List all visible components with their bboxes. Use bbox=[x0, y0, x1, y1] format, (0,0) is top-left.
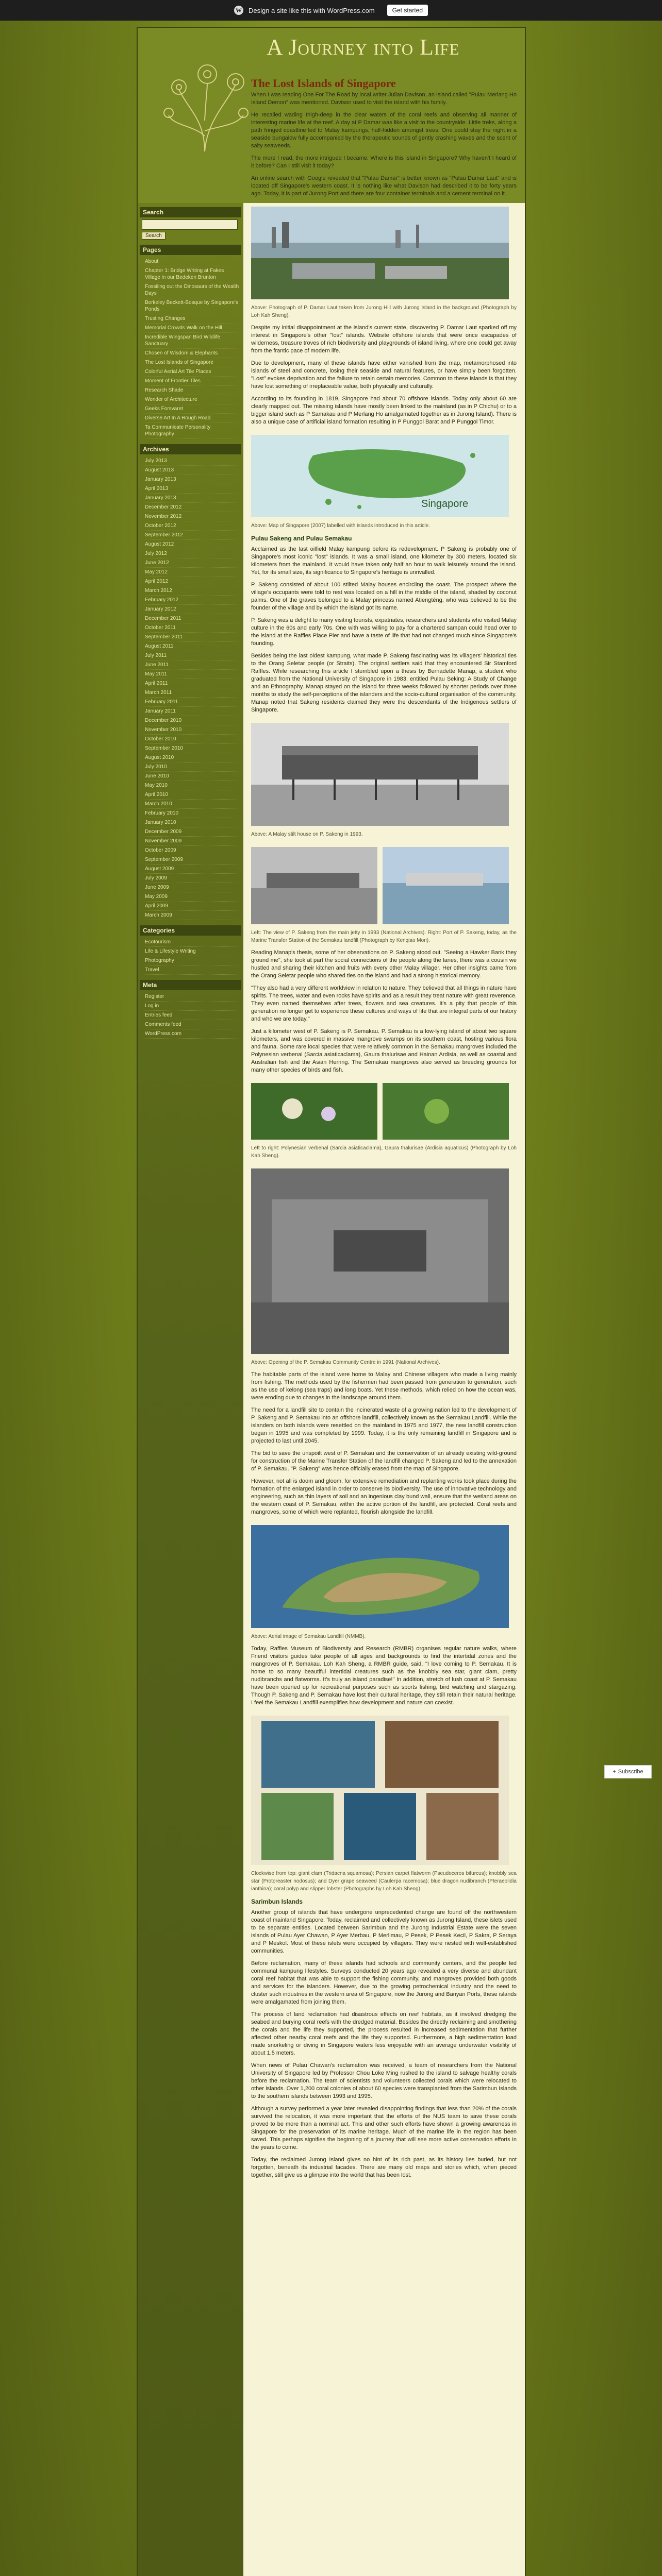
sidebar-archive-link[interactable]: March 2010 bbox=[142, 800, 239, 809]
post-paragraph: Just a kilometer west of P. Sakeng is P. Semakau. P. Semakau is a low-lying island of about two square kilometers, and was covered in massive mangrove swamps on its southern coast, hosting various flora and fauna. Some rare local species that were relatively common in the Semakau mangroves included the Polynesian verbenal (Sarcia asiaticaclama), Gaura thalurisae and Hainan Ardisia, as well as coastal and Australian fish and the Asian Herring. The Semakau mangroves also served as breeding grounds for many other species of birds and fish. bbox=[251, 1028, 517, 1073]
sidebar-archive-link[interactable]: February 2012 bbox=[142, 596, 239, 605]
post-section-a bbox=[251, 91, 517, 198]
sidebar-archive-link[interactable]: February 2010 bbox=[142, 809, 239, 818]
sidebar-archive-link[interactable]: January 2013 bbox=[142, 475, 239, 484]
page-container bbox=[137, 27, 526, 2576]
sidebar-archive-link[interactable]: April 2009 bbox=[142, 902, 239, 911]
sidebar-category-link[interactable]: Ecotourism bbox=[142, 938, 239, 947]
sidebar-page-link[interactable]: Trusting Changes bbox=[142, 314, 239, 324]
post-paragraph: Due to development, many of these islands have either vanished from the map, metamorphosed into islands of steel and concrete, losing their seaside and natural features, or have simply been forgotten. "Lost" evokes deprivation and the failure to retain certain memories. Common to these islands is that they have lost something of irreplaceable value, both physically and culturally. bbox=[251, 360, 517, 389]
post-paragraph: Today, the reclaimed Jurong Island gives no hint of its rich past, as its history lies buried, but not forgotten, beneath its industrial facades. There are many old maps and stories which, when pieced together, still give us a glimpse into the world that has been lost. bbox=[251, 2157, 517, 2178]
post-paragraph: Although a survey performed a year later revealed disappointing findings that less than 20% of the corals survived the relocation, it was more important that the efforts of the NUS team to save these corals proved to be more than a nominal act. This and other such efforts have shown a growing awareness in Singapore for the preservation of its marine heritage. Much of the marine life in the region has been saved. This perhaps signifies the beginning of a journey that will see more active conservation efforts in the years to come. bbox=[251, 2106, 517, 2150]
sidebar-archive-link[interactable]: April 2013 bbox=[142, 484, 239, 494]
sidebar-meta-link[interactable]: Log in bbox=[142, 1002, 239, 1011]
figure-caption: Above: Map of Singapore (2007) labelled with islands introduced in this article. bbox=[251, 523, 430, 529]
sidebar-page-link[interactable]: Ta Communicate Personality Photography bbox=[142, 423, 239, 439]
post-paragraph: Another group of islands that have undergone unprecedented change are found off the northwestern coast of mainland Singapore. Today, reclaimed and collectively known as Jurong Island, these islets used to be separate entities. Located between Sarimbun and the Jurong Industrial Estate were the seven islands of Pulau Ayer Chawan, P Ayer Merbau, P Merlimau, P Pesek, P Pesek Kecil, P Sakra, P Seraya and P Meskol. Most of these islets were occupied by villagers. They were nested with well-established communities. bbox=[251, 1909, 517, 1954]
sidebar-archive-link[interactable]: December 2011 bbox=[142, 614, 239, 623]
post-paragraph: He recalled wading thigh-deep in the clear waters of the coral reefs and observing all manner of interesting marine life at the reef. A day at P Damar was like a visit to the countryside. Little treks, along a path fringed coastline led to Malay kampungs, half-hidden amongst trees. One could stay the night in a seaside bungalow fully accompanied by the therapeutic sounds of gently crashing waves and the scent of salty seaweeds. bbox=[251, 112, 517, 149]
sidebar-page-link[interactable]: Chosen of Wisdom & Elephants bbox=[142, 349, 239, 358]
sidebar-archive-link[interactable]: June 2010 bbox=[142, 772, 239, 781]
floral-ornament-icon bbox=[158, 59, 251, 157]
sidebar-archive-link[interactable]: March 2012 bbox=[142, 586, 239, 596]
post-paragraph: The bid to save the unspoilt west of P. Semakau and the conservation of an already existing wild-ground for construction of the Marine Transfer Station of the landfill changed P. Sakeng and led to the annexation of P. Semakau. "P. Sakeng" was hence officially erased from the map of Singapore. bbox=[251, 1450, 517, 1472]
sidebar-archive-link[interactable]: November 2010 bbox=[142, 725, 239, 735]
post-paragraph: The more I read, the more intrigued I became. Where is this island in Singapore? Why haven't I heard of it before? Can I still visit it today? bbox=[251, 155, 517, 169]
sidebar-page-link[interactable]: The Lost Islands of Singapore bbox=[142, 358, 239, 367]
sidebar-category-link[interactable]: Travel bbox=[142, 965, 239, 975]
search-heading: Search bbox=[140, 207, 241, 217]
post-paragraph: Besides being the last oldest kampung, what made P. Sakeng fascinating was its villagers' historical ties to the Orang Seletar people (or Straits). The original settlers said that they encountered Sir Stamford Raffles. While researching this article I stumbled upon a thesis by Bernadette Manap, a student who graduated from the National University of Singapore in 1983, entitled Pulau Seking: A Study of Change and an Ethnography. Manap stayed on the island for three weeks followed by shorter periods over three months to study the self-perceptions of the islanders and the socio-cultural organisation of the community. Manap noted that Sakeng residents claimed they were the descendants of the Indigenous settlers of Singapore. bbox=[251, 653, 517, 713]
site-title[interactable]: A Journey into Life bbox=[267, 35, 460, 60]
sidebar-archive-link[interactable]: December 2012 bbox=[142, 503, 239, 512]
archives-heading: Archives bbox=[140, 444, 241, 454]
sidebar-archive-link[interactable]: January 2010 bbox=[142, 818, 239, 827]
sidebar-archive-link[interactable]: June 2011 bbox=[142, 660, 239, 670]
sidebar-archive-link[interactable]: June 2012 bbox=[142, 558, 239, 568]
categories-heading: Categories bbox=[140, 925, 241, 936]
sidebar-archive-link[interactable]: January 2011 bbox=[142, 707, 239, 716]
sidebar-archive-link[interactable]: May 2012 bbox=[142, 568, 239, 577]
sidebar-archive-link[interactable]: November 2012 bbox=[142, 512, 239, 521]
sidebar-meta-link[interactable]: WordPress.com bbox=[142, 1029, 239, 1039]
post-paragraph: Before reclamation, many of these islands had schools and community centers, and the people led communal kampung lifestyles. Surveys conducted 20 years ago revealed a very diverse and abundant coral reef habitat that was able to support the fishing community, and mangroves provided both goods and services for the islanders. However, due to the growing petrochemical industry and the need to cluster such industries in the western area of Singapore, now the Jurong and Banyan Ports, these islands were amalgamated from joining them. bbox=[251, 1960, 517, 2005]
sidebar-meta-link[interactable]: Register bbox=[142, 992, 239, 1002]
wordpress-logo-icon[interactable]: W bbox=[234, 6, 243, 15]
sidebar-archive-link[interactable]: December 2009 bbox=[142, 827, 239, 837]
sidebar-page-link[interactable]: About bbox=[142, 257, 239, 266]
sidebar-archive-link[interactable]: May 2011 bbox=[142, 670, 239, 679]
sidebar-archive-link[interactable]: July 2010 bbox=[142, 762, 239, 772]
sidebar-archive-link[interactable]: October 2011 bbox=[142, 623, 239, 633]
sidebar-meta-link[interactable]: Entries feed bbox=[142, 1011, 239, 1020]
meta-list bbox=[142, 992, 239, 1039]
sidebar-page-link[interactable]: Memorial Crowds Walk on the Hill bbox=[142, 324, 239, 333]
post-content bbox=[251, 79, 517, 2184]
sidebar-archive-link[interactable]: June 2009 bbox=[142, 883, 239, 892]
sidebar-archive-link[interactable]: August 2009 bbox=[142, 865, 239, 874]
post-paragraph: P. Sakeng was a delight to many visiting tourists, expatriates, researchers and students who visited Malay culture in the 60s and early 70s. One with was willing to pay for a chartered sampan could head over to the island at the Raffles Place Pier and have a taste of life that had not changed much since Singapore's founding. bbox=[251, 617, 517, 647]
figure-caption: Above: A Malay stilt house on P. Sakeng in 1993. bbox=[251, 832, 363, 837]
post-paragraph: When I was reading One For The Road by local writer Julian Davison, an island called "Pulau Merlang Ho Island Demon" was mentioned. Davison used to visit the island with his family. bbox=[251, 92, 517, 106]
search-widget bbox=[142, 219, 239, 240]
post-paragraph: Despite my initial disappointment at the island's current state, discovering P. Damar Laut sparked off my interest in Singapore's other "lost" islands. Website offshore islands that were once escapades of wilderness, treasure troves of rich biodiversity and playgrounds of island living, where one could get away from the frantic pace of modern life. bbox=[251, 325, 517, 354]
subheading-sakeng-semakau: Pulau Sakeng and Pulau Semakau bbox=[251, 535, 352, 542]
figure-caption: Left: The view of P. Sakeng from the main jetty in 1993 (National Archives). Right: Port of P. Sakeng, today, as the Marine Transfer Station of the Semakau landfill (Photograph by Kenqiao Mori). bbox=[251, 930, 517, 943]
sidebar-archive-link[interactable]: September 2011 bbox=[142, 633, 239, 642]
figure-caption: Above: Opening of the P. Semakau Community Centre in 1991 (National Archives). bbox=[251, 1360, 440, 1365]
post-section-c bbox=[251, 546, 517, 714]
sidebar-archive-link[interactable]: February 2011 bbox=[142, 698, 239, 707]
post-section-f bbox=[251, 1645, 517, 1707]
sidebar-archive-link[interactable]: August 2010 bbox=[142, 753, 239, 762]
photo-community-centre[interactable] bbox=[251, 1168, 509, 1354]
plus-icon: + bbox=[613, 1769, 616, 1775]
pages-heading: Pages bbox=[140, 245, 241, 255]
subscribe-label: Subscribe bbox=[618, 1769, 643, 1775]
map-label-singapore: Singapore bbox=[421, 498, 469, 510]
sidebar-archive-link[interactable]: April 2012 bbox=[142, 577, 239, 586]
post-paragraph: An online search with Google revealed that "Pulau Damar" is better known as "Pulau Damar Laut" and is located off Singapore's western coast. It is nothing like what Davison had described it to be forty years ago. Today, it is part of Jurong Port and there are four container terminals and a cement terminal on it. bbox=[251, 175, 517, 197]
sidebar-page-link[interactable]: Wonder of Architecture bbox=[142, 395, 239, 404]
search-button[interactable]: Search bbox=[142, 232, 166, 240]
photo-stilt-house[interactable] bbox=[251, 723, 509, 826]
photo-marine-collage[interactable] bbox=[251, 1716, 509, 1865]
figure-caption: Clockwise from top: giant clam (Tridacna squamosa); Persian carpet flatworm (Pseudoceros bifurcus); knobbly sea star (Protoreaster nodosus); and Dyer grape seaweed (Caulerpa racemosa); blue dragon nudibranch (Pteraeolidia ianthina); coral polyp and slipper lobster (Photographs by Loh Kah Sheng). bbox=[251, 1871, 517, 1892]
post-paragraph: "They also had a very different worldview in relation to nature. They believed that all things in nature have spirits. The trees, water and even rocks have spirits and as a result they treat nature with great reverence. They even named themselves after trees, flowers and sea creatures. It's a pity that people of this generation no longer get to experience these cultures and ways of life that are integral parts of our history and who we are today." bbox=[251, 985, 517, 1022]
sidebar-archive-link[interactable]: August 2013 bbox=[142, 466, 239, 475]
subheading-sarimbun-islands: Sarimbun Islands bbox=[251, 1898, 303, 1905]
sidebar-category-link[interactable]: Photography bbox=[142, 956, 239, 965]
photo-damar-laut[interactable] bbox=[251, 207, 509, 299]
sidebar-archive-link[interactable]: April 2010 bbox=[142, 790, 239, 800]
photo-semakau-landfill[interactable] bbox=[251, 1525, 509, 1628]
figure-caption: Above: Photograph of P. Damar Laut taken from Jurong Hill with Jurong Island in the background (Photograph by Loh Kah Sheng). bbox=[251, 305, 517, 318]
sidebar-archive-link[interactable]: May 2009 bbox=[142, 892, 239, 902]
sidebar-archive-link[interactable]: August 2012 bbox=[142, 540, 239, 549]
sidebar-archive-link[interactable]: May 2010 bbox=[142, 781, 239, 790]
post-section-d bbox=[251, 949, 517, 1074]
post-paragraph: P. Sakeng consisted of about 100 stilted Malay houses encircling the coast. The prospect where the village's occupants were told to rest was located on a hill in the middle of the island, shaded by coconut palms. One of the graves belonged to a Malay princess named Atiengténg, who was believed to be the founder of the village and by which the island got its name. bbox=[251, 582, 517, 611]
post-paragraph: Reading Manap's thesis, some of her observations on P. Sakeng stood out. "Seeing a Hawker Bank they ground me", she took at part the social connections of the people along the lanes, there was a cousin we hustled and sharing their kitchen and fruits with every other Malay villager. Her other insights came from the Orang Seletar people who shared ties on the island and had a strong historical memory. bbox=[251, 950, 517, 979]
sidebar-page-link[interactable]: Incredible Wingspan Bird Wildlife Sanctuary bbox=[142, 333, 239, 349]
sidebar-page-link[interactable]: Moment of Frontier Tiles bbox=[142, 377, 239, 386]
post-title[interactable]: The Lost Islands of Singapore bbox=[251, 77, 396, 90]
sidebar-page-link[interactable]: Geeks Forsvaret bbox=[142, 404, 239, 414]
sidebar bbox=[138, 203, 243, 2576]
subscribe-button[interactable] bbox=[604, 1765, 652, 1778]
sidebar-archive-link[interactable]: March 2009 bbox=[142, 911, 239, 920]
sidebar-archive-link[interactable]: December 2010 bbox=[142, 716, 239, 725]
sidebar-archive-link[interactable]: April 2011 bbox=[142, 679, 239, 688]
post-paragraph: When news of Pulau Chawan's reclamation was received, a team of researchers from the National University of Singapore led by Professor Chou Loke Ming rushed to the island to salvage healthy corals before the reclamation. The team of scientists and volunteers collected corals which were relocated to other islands. Over 1,200 coral colonies of about 60 species were transplanted from the Sarimbun Islands to the southern islands between 1993 and 1995. bbox=[251, 2062, 517, 2099]
post-paragraph: Today, Raffles Museum of Biodiversity and Research (RMBR) organises regular nature walks, where Friend visitors guides take people of all ages and backgrounds to find the intertidal zones and the mangroves of P. Semakau. Loh Kah Sheng, a RMBR guide, said, "I love coming to P. Semakau. It is home to so many beautiful intertidal creatures such as the knobbly sea star, giant clam, pretty nudibranchs and flatworms. It's truly an island paradise!" In addition, stretch of lush coast at P. Semakau have been opened up for recreational purposes such as sports fishing, bird watching and stargazing. Though P. Sakeng and P. Semakau have lost their cultural heritage, they still retain their natural heritage. I feel the Semakau Landfill exemplifies how development and nature can coexist. bbox=[251, 1646, 517, 1706]
sidebar-page-link[interactable]: Berkeley Beckett-Bosque by Singapore's Ponds bbox=[142, 298, 239, 314]
post-paragraph: The need for a landfill site to contain the incinerated waste of a growing nation led to the development of P. Sakeng and P. Semakau into an offshore landfill, collectively known as the Semakau Landfill. While the islanders on both islands were resettled on the mainland in 1975 and 1977, the new landfill construction began in 1995 and was completed by 1999. Today, it is the only remaining landfill in Singapore and is projected to last until 2045. bbox=[251, 1407, 517, 1444]
sidebar-archive-link[interactable]: March 2011 bbox=[142, 688, 239, 698]
wordpress-promo-bar bbox=[0, 0, 662, 21]
sidebar-archive-link[interactable]: September 2009 bbox=[142, 855, 239, 865]
post-section-g bbox=[251, 1909, 517, 2179]
sidebar-page-link[interactable]: Research Shade bbox=[142, 386, 239, 395]
post-paragraph: However, not all is doom and gloom, for extensive remediation and replanting works took place during the formation of the enlarged island in order to conserve its biodiversity. The use of innovative technology and engineering, such as thin layers of soil and an ingenious clay bund wall, ensure that the wetland areas on the western coast of P. Semakau, within the active portion of the landfill, are protected. Coral reefs and mangroves, some of which were replanted, flourish alongside the landfill. bbox=[251, 1478, 517, 1515]
sidebar-archive-link[interactable]: November 2009 bbox=[142, 837, 239, 846]
search-input[interactable] bbox=[142, 219, 238, 230]
sidebar-archive-link[interactable]: October 2012 bbox=[142, 521, 239, 531]
figure-caption: Above: Aerial image of Semakau Landfill (NMMB). bbox=[251, 1634, 366, 1639]
pages-list bbox=[142, 257, 239, 439]
figure-caption: Left to right: Polynesian verbenal (Sarcia asiaticaclama), Gaura thalurisae (Ardisia aquaticus) (Photograph by Loh Kah Sheng). bbox=[251, 1145, 517, 1159]
promo-text[interactable]: Design a site like this with WordPress.com bbox=[248, 6, 375, 14]
sidebar-page-link[interactable]: Colorful Aerial Art Tile Places bbox=[142, 367, 239, 377]
post-paragraph: The process of land reclamation had disastrous effects on reef habitats, as it involved dredging the seabed and burying coral reefs with the dredged material. Besides the directly reclaiming and smothering the corals and the life they supported, the process resulted in increased sedimentation that further affected other nearby coral reefs and the life they supported. Furthermore, a high sedimentation load made snorkeling or diving in Singapore waters less enjoyable with an average underwater visibility of about 1.5 meters. bbox=[251, 2011, 517, 2056]
sidebar-archive-link[interactable]: July 2009 bbox=[142, 874, 239, 883]
post-section-b bbox=[251, 324, 517, 426]
get-started-button[interactable]: Get started bbox=[387, 5, 428, 16]
meta-heading: Meta bbox=[140, 980, 241, 990]
sidebar-page-link[interactable]: Chapter 1: Bridge Writing at Fakes Village in our Bedeken Brunton bbox=[142, 266, 239, 282]
sidebar-archive-link[interactable]: September 2010 bbox=[142, 744, 239, 753]
post-paragraph: According to its founding in 1819, Singapore had about 70 offshore islands. Today only about 60 are clearly mapped out. The missing islands have mostly been linked to the mainland (as in P Chichu) or to a bigger island such as P Samakau and P Merlang Ho amalgamated together as in Jurong Island). There is also a unique case of artificial island formation resulting in P Punggol Barat and P Punggol Timor. bbox=[251, 396, 517, 425]
post-paragraph: Acclaimed as the last oilfield Malay kampung before its redevelopment. P Sakeng is probably one of Singapore's most iconic "lost" islands. It was a small island, one kilometer by 300 meters, located six kilometers from the mainland. It would have taken only half an hour to walk leisurely around the island. Yet, for its small size, its significance to Singapore's heritage is unrivalled. bbox=[251, 546, 517, 575]
sidebar-page-link[interactable]: Diverse Art In A Rough Road bbox=[142, 414, 239, 423]
photo-sakeng-jetty[interactable] bbox=[251, 847, 509, 924]
archives-list bbox=[142, 456, 239, 920]
sidebar-archive-link[interactable]: October 2009 bbox=[142, 846, 239, 855]
photo-plants[interactable] bbox=[251, 1083, 509, 1140]
sidebar-meta-link[interactable]: Comments feed bbox=[142, 1020, 239, 1029]
post-paragraph: The habitable parts of the island were home to Malay and Chinese villagers who made a living mainly from fishing. The methods used by the fishermen had been passed from generation to generation, such as the use of kelong (sea traps) and long boats. Yet these methods, which relied on how the ocean was, were eroding due to changes in the landscape around them. bbox=[251, 1371, 517, 1401]
sidebar-page-link[interactable]: Fossiling out the Dinosaurs of the Wealth Days bbox=[142, 282, 239, 298]
sidebar-archive-link[interactable]: October 2010 bbox=[142, 735, 239, 744]
post-section-e bbox=[251, 1371, 517, 1516]
sidebar-archive-link[interactable]: July 2011 bbox=[142, 651, 239, 660]
sidebar-archive-link[interactable]: August 2011 bbox=[142, 642, 239, 651]
map-singapore[interactable] bbox=[251, 435, 509, 517]
sidebar-archive-link[interactable]: January 2013 bbox=[142, 494, 239, 503]
sidebar-archive-link[interactable]: July 2013 bbox=[142, 456, 239, 466]
sidebar-archive-link[interactable]: September 2012 bbox=[142, 531, 239, 540]
categories-list bbox=[142, 938, 239, 975]
sidebar-category-link[interactable]: Life & Lifestyle Writing bbox=[142, 947, 239, 956]
sidebar-archive-link[interactable]: July 2012 bbox=[142, 549, 239, 558]
sidebar-archive-link[interactable]: January 2012 bbox=[142, 605, 239, 614]
